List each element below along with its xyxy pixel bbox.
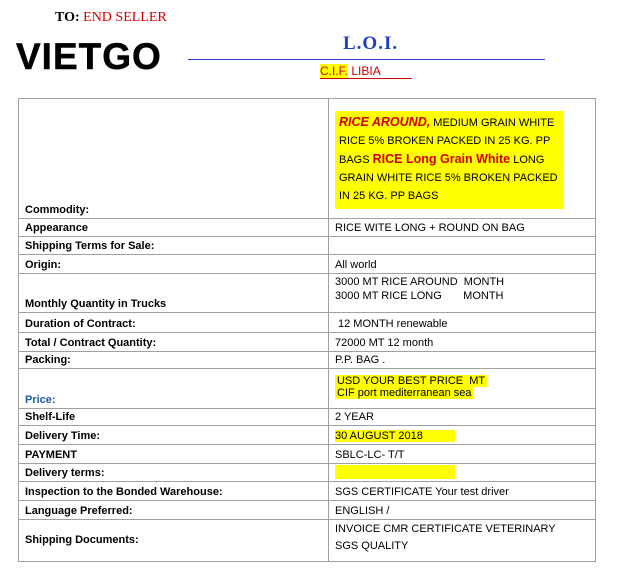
price-line2: CIF port mediterranean sea [337,387,472,399]
commodity-rice-around: RICE AROUND, [339,115,431,129]
monthly-qty-line2: 3000 MT RICE LONG MONTH [335,290,504,302]
table-row [19,99,596,219]
table-row [19,333,596,352]
commodity-rice-around-desc: MEDIUM GRAIN WHITE RICE 5% BROKEN PACKED IN 25 KG. PP BAGS [339,117,555,166]
appearance-label: Appearance [19,219,329,237]
brand-logo: VIETGO [16,36,162,77]
total-qty-label: Total / Contract Quantity: [19,333,329,352]
table-row [19,482,596,501]
delivery-terms-highlight [335,465,455,479]
loi-table [18,98,596,562]
appearance-value: RICE WITE LONG + ROUND ON BAG [329,219,596,237]
shipping-docs-label: Shipping Documents: [19,520,329,562]
table-row [19,313,596,333]
shipping-terms-label: Shipping Terms for Sale: [19,237,329,255]
incoterm-line [320,64,381,78]
monthly-qty-value [329,274,596,313]
table-row [19,501,596,520]
table-row [19,274,596,313]
monthly-qty-label: Monthly Quantity in Trucks [19,274,329,313]
recipient-line [55,10,167,26]
commodity-highlight [335,111,563,209]
title-underline [188,59,545,60]
commodity-value [329,99,596,219]
shelf-life-value: 2 YEAR [329,409,596,426]
table-row [19,520,596,562]
language-value: ENGLISH / [329,501,596,520]
table-row [19,255,596,274]
shelf-life-label: Shelf-Life [19,409,329,426]
incoterm: C.I.F. [320,64,349,78]
origin-value: All world [329,255,596,274]
table-row [19,409,596,426]
table-row [19,352,596,369]
table-row [19,237,596,255]
price-value [329,369,596,409]
inspection-value: SGS CERTIFICATE Your test driver [329,482,596,501]
table-row [19,426,596,445]
shipping-terms-value [329,237,596,255]
document-title: L.O.I. [343,33,399,54]
payment-label: PAYMENT [19,445,329,464]
table-row [19,219,596,237]
price-label: Price: [19,369,329,409]
to-label: TO: [55,10,80,25]
price-line1: USD YOUR BEST PRICE MT [337,375,486,387]
delivery-time-label: Delivery Time: [19,426,329,445]
commodity-rice-long-desc: LONG GRAIN WHITE RICE 5% BROKEN PACKED IN 25 KG. PP BAGS [339,154,558,202]
to-value: END SELLER [83,10,167,25]
payment-value: SBLC-LC- T/T [329,445,596,464]
commodity-label: Commodity: [19,99,329,219]
inspection-label: Inspection to the Bonded Warehouse: [19,482,329,501]
table-row [19,464,596,482]
destination: LIBIA [351,64,381,78]
delivery-time-value [329,426,596,445]
table-row [19,369,596,409]
delivery-terms-label: Delivery terms: [19,464,329,482]
shipping-docs-line1: INVOICE CMR CERTIFICATE VETERINARY [335,523,556,535]
delivery-terms-value [329,464,596,482]
packing-value: P.P. BAG . [329,352,596,369]
delivery-time-text: 30 AUGUST 2018 [335,430,455,442]
origin-label: Origin: [19,255,329,274]
monthly-qty-line1: 3000 MT RICE AROUND MONTH [335,276,505,288]
commodity-rice-long: RICE Long Grain White [372,152,511,166]
shipping-docs-value [329,520,596,562]
duration-label: Duration of Contract: [19,313,329,333]
table-row [19,445,596,464]
incoterm-underline [320,78,412,79]
duration-value: 12 MONTH renewable [329,313,596,333]
total-qty-value: 72000 MT 12 month [329,333,596,352]
shipping-docs-line2: SGS QUALITY [335,540,409,552]
language-label: Language Preferred: [19,501,329,520]
packing-label: Packing: [19,352,329,369]
